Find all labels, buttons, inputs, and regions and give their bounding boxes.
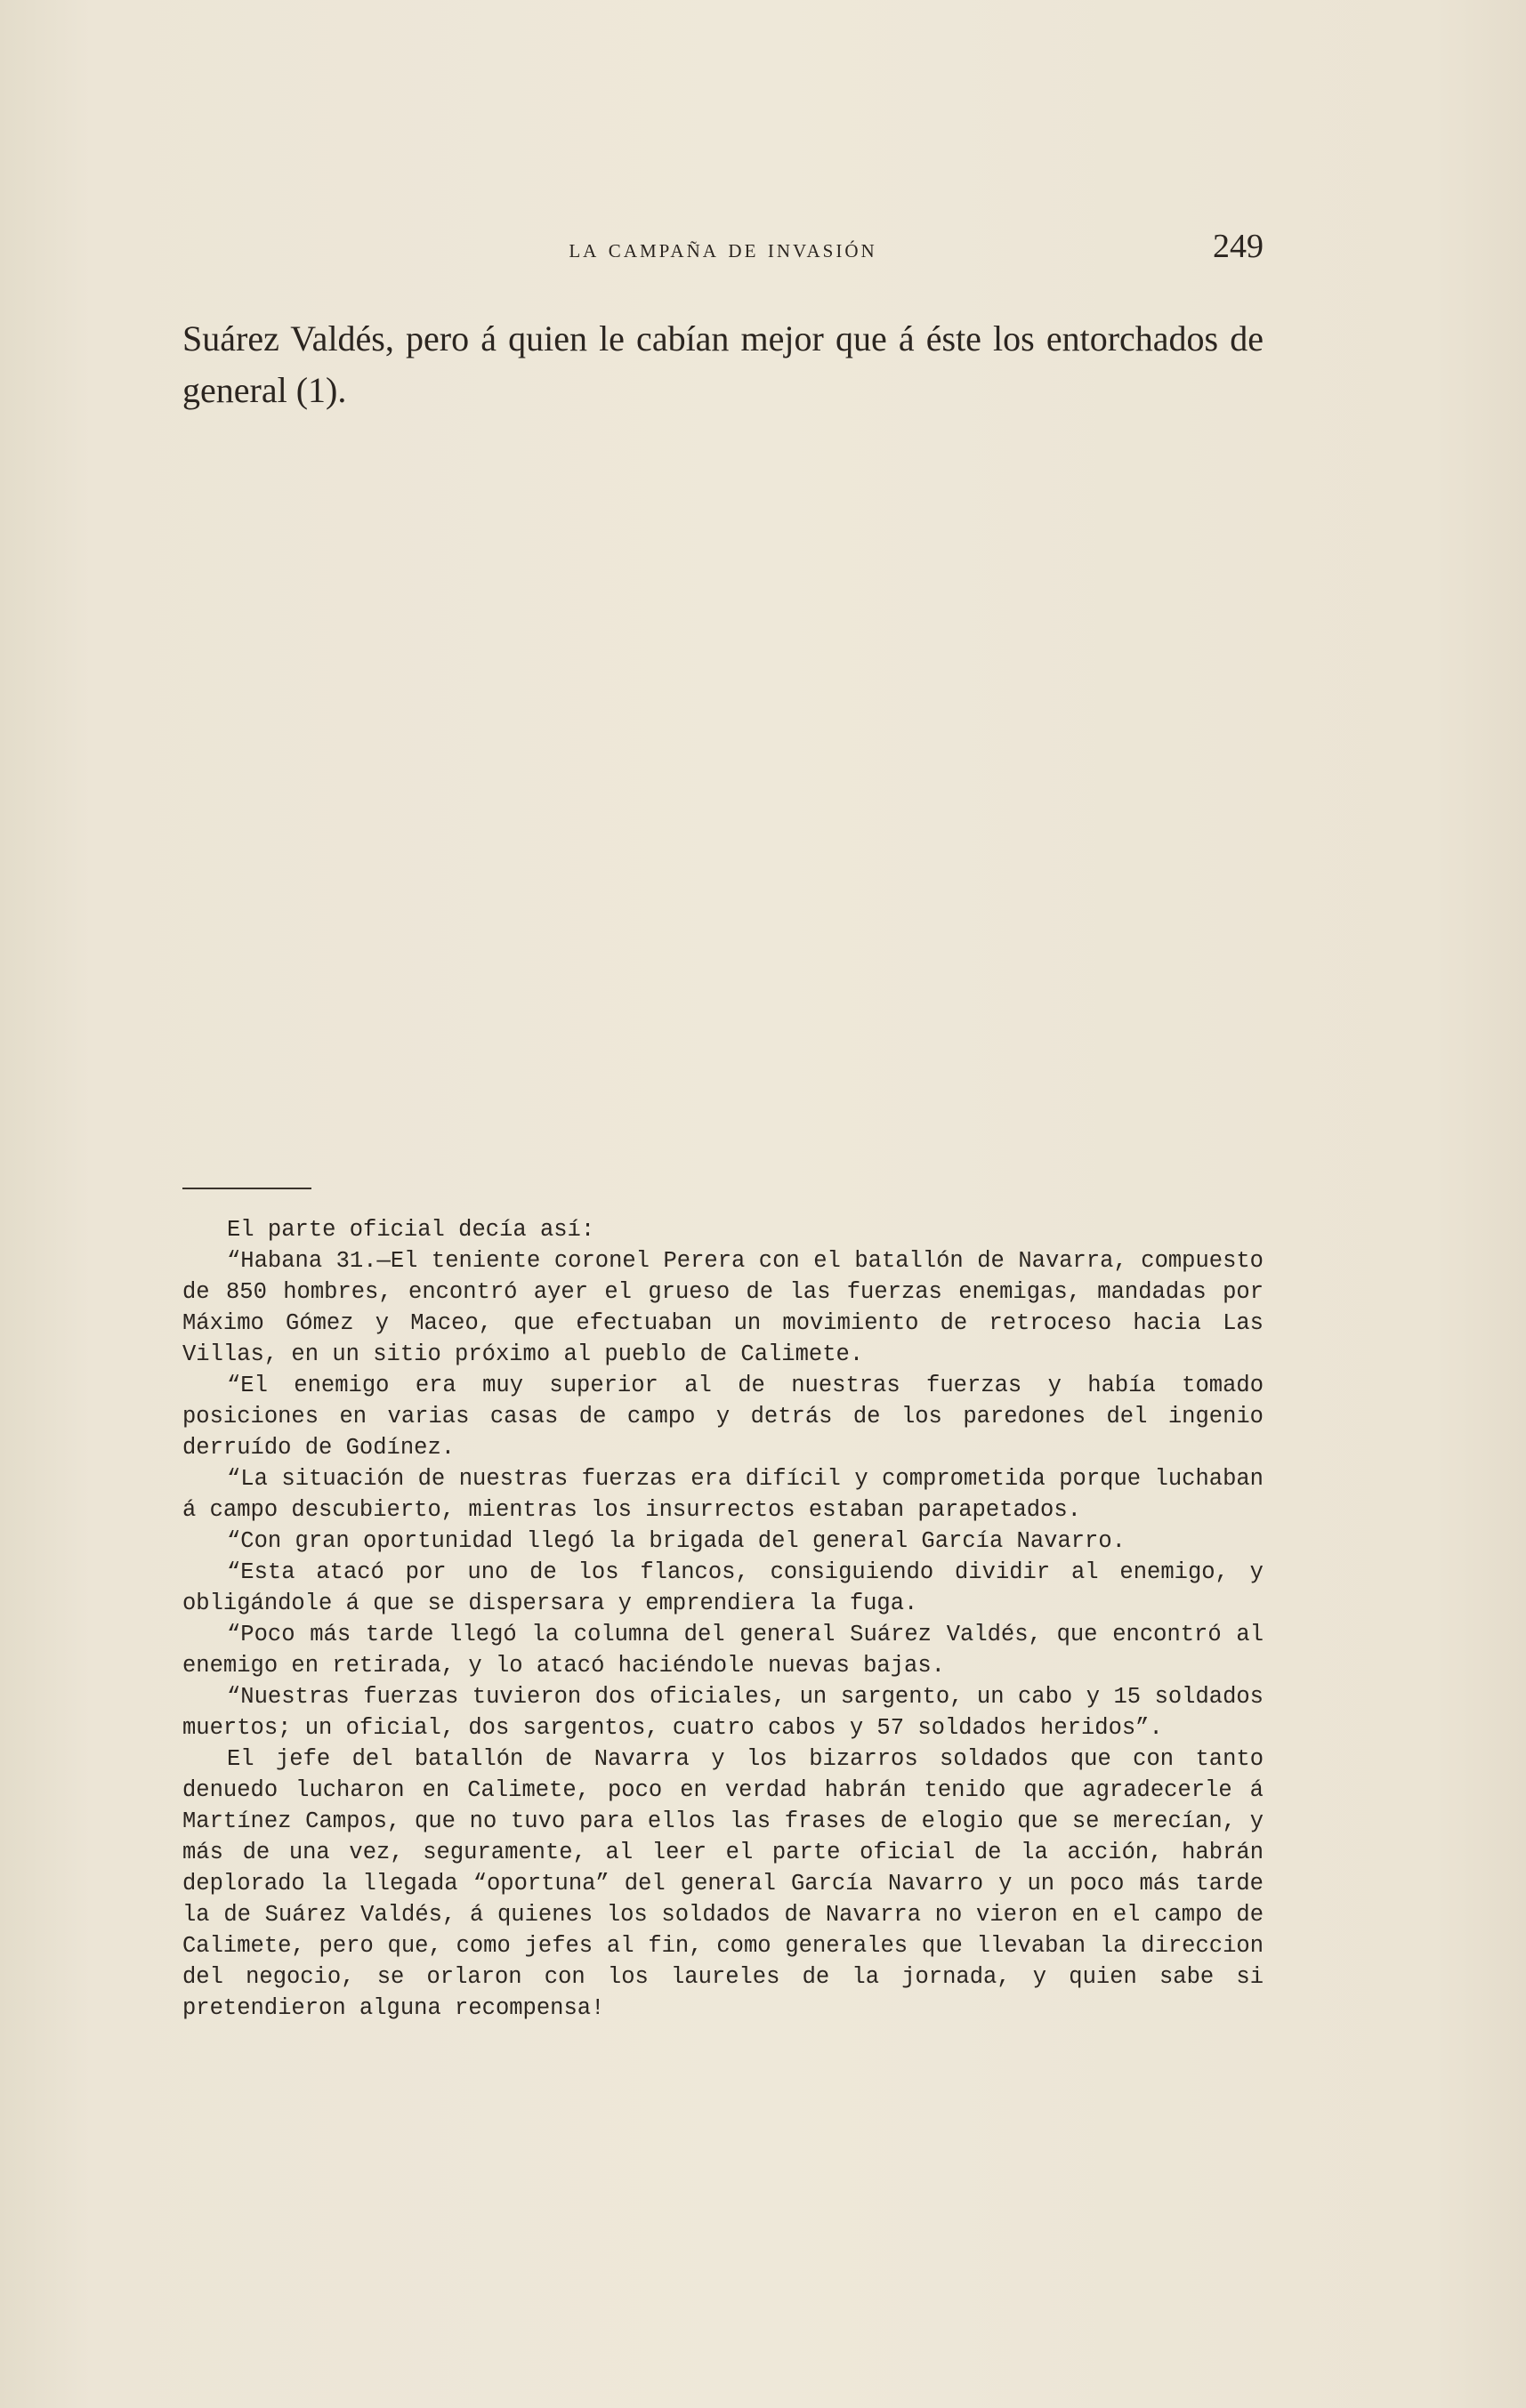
- body-paragraph: Suárez Valdés, pero á quien le cabían mejor que á éste los entorchados de general (1).: [182, 318, 1264, 410]
- footnote-rule: [182, 1188, 311, 1189]
- footnote-paragraph: “La situación de nuestras fuerzas era difícil y comprometida porque luchaban á campo descubierto, mientras los insurrectos estaban parapetados.: [182, 1466, 1264, 1523]
- footnote-paragraph: “Poco más tarde llegó la columna del general Suárez Valdés, que encontró al enemigo en retirada, y lo atacó haciéndole nuevas bajas.: [182, 1622, 1264, 1679]
- footnote-paragraph: “Con gran oportunidad llegó la brigada del general García Navarro.: [227, 1528, 1126, 1554]
- footnote-paragraph: “Habana 31.—El teniente coronel Perera con el batallón de Navarra, compuesto de 850 hombres, encontró ayer el grueso de las fuerzas enemigas, mandadas por Máximo Gómez y Maceo, que efectuaban un movimiento de retroceso hacia Las Villas, en un sitio próximo al pueblo de Calimete.: [182, 1248, 1264, 1367]
- footnote-block: [182, 1214, 1264, 2024]
- footnote-paragraph: “El enemigo era muy superior al de nuestras fuerzas y había tomado posiciones en varias casas de campo y detrás de los paredones del ingenio derruído de Godínez.: [182, 1373, 1264, 1461]
- page-number: 249: [1213, 228, 1264, 265]
- footnote-paragraph: El parte oficial decía así:: [227, 1217, 595, 1243]
- footnote-paragraph: “Esta atacó por uno de los flancos, consiguiendo dividir al enemigo, y obligándole á que se dispersara y emprendiera la fuga.: [182, 1559, 1264, 1616]
- footnote-paragraph: El jefe del batallón de Navarra y los bizarros soldados que con tanto denuedo lucharon en Calimete, poco en verdad habrán tenido que agradecerle á Martínez Campos, que no tuvo para ellos las frases de elogio que se merecían, y más de una vez, seguramente, al leer el parte oficial de la acción, habrán deplorado la llegada “oportuna” del general García Navarro y un poco más tarde la de Suárez Valdés, á quienes los soldados de Navarra no vieron en el campo de Calimete, pero que, como jefes al fin, como generales que llevaban la direccion del negocio, se orlaron con los laureles de la jornada, y quien sabe si pretendieron alguna recompensa!: [182, 1746, 1264, 2021]
- footnote-paragraph: “Nuestras fuerzas tuvieron dos oficiales, un sargento, un cabo y 15 soldados muertos; un oficial, dos sargentos, cuatro cabos y 57 soldados heridos”.: [182, 1684, 1264, 1741]
- running-title: la campaña de invasión: [569, 234, 877, 263]
- page-header: [182, 227, 1264, 271]
